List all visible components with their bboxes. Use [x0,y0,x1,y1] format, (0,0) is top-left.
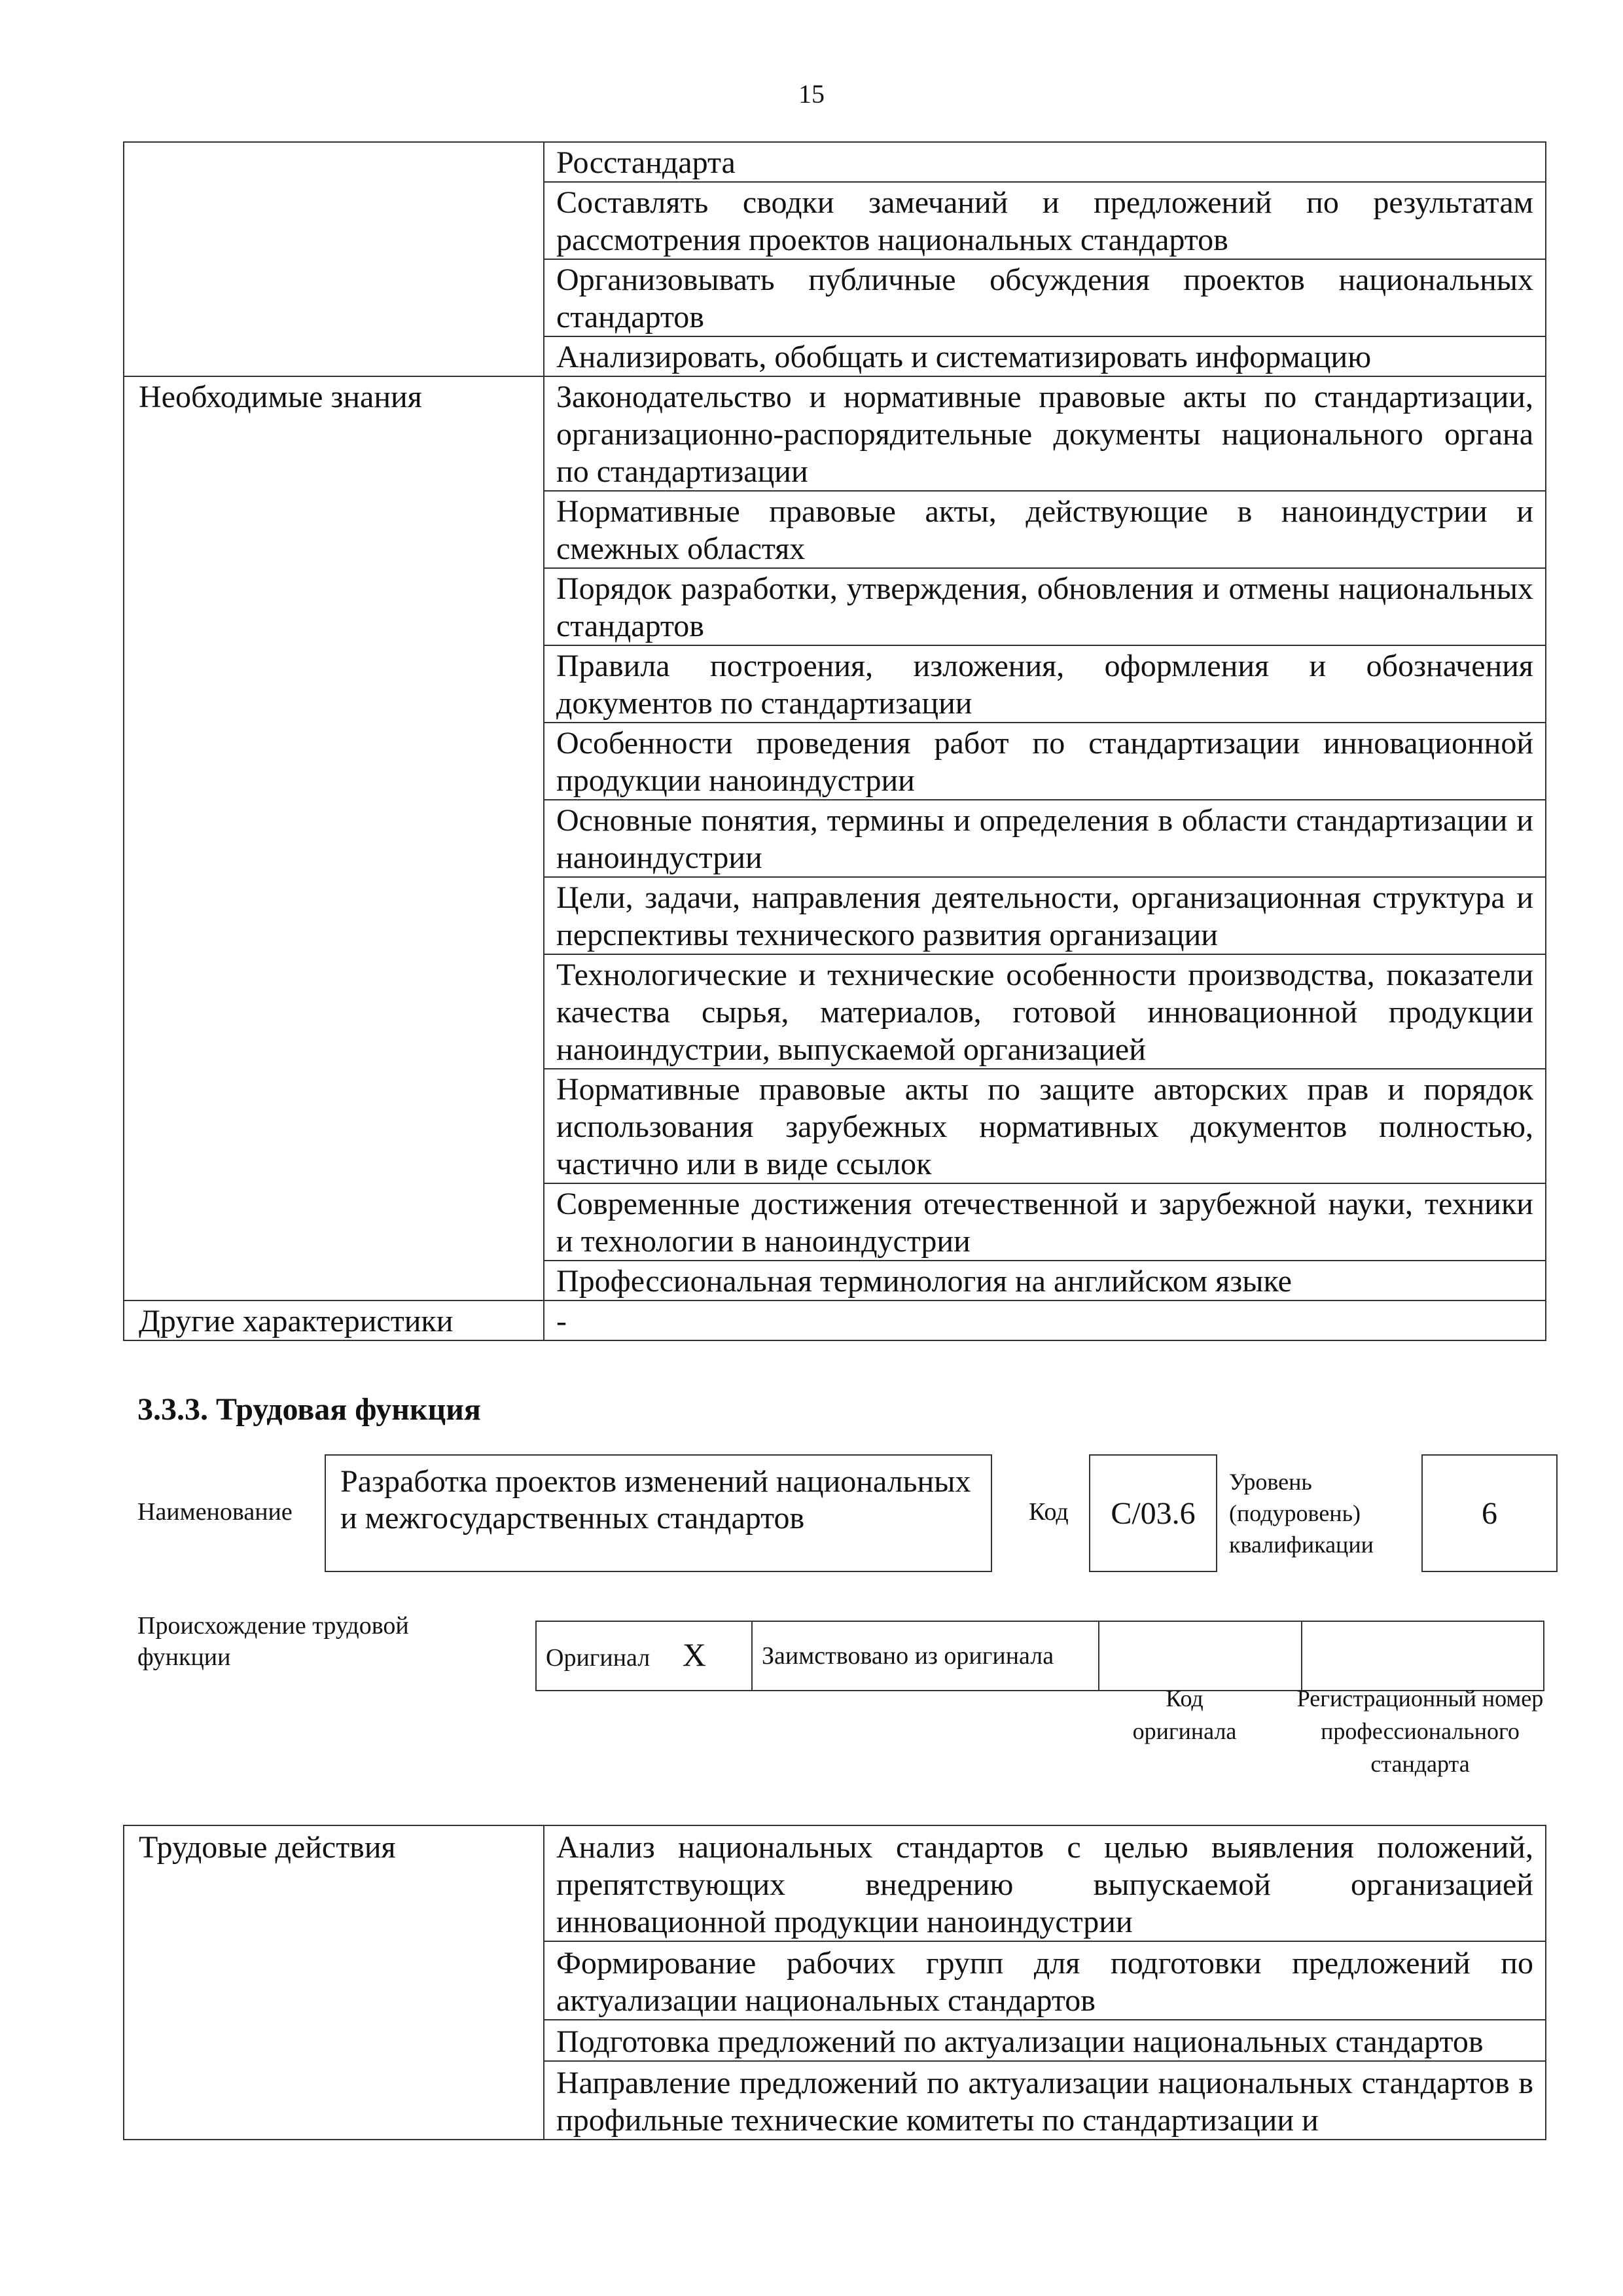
level-label-line: Уровень [1229,1469,1312,1495]
code-label: Код [1029,1498,1069,1526]
labor-actions-label: Трудовые действия [124,1825,544,2140]
section-title: 3.3.3. Трудовая функция [137,1392,481,1427]
table-cell: Порядок разработки, утверждения, обновления и отмены национальных стандартов [544,568,1546,645]
original-mark: X [682,1636,706,1673]
function-name-box [325,1454,992,1572]
function-name-label: Наименование [137,1498,293,1526]
table-cell: Нормативные правовые акты по защите авторских прав и порядок использования зарубежных нормативных документов полностью, частично или в виде ссылок [544,1069,1546,1183]
table-row [124,1825,1546,1941]
registration-number-cell [1302,1621,1544,1691]
page-number: 15 [798,79,825,109]
table-row [124,1300,1546,1340]
original-label: Оригинал [546,1643,651,1672]
table-cell: Составлять сводки замечаний и предложений по результатам рассмотрения проектов национальных стандартов [544,182,1546,259]
table-cell: Росстандарта [544,142,1546,182]
table-cell: Основные понятия, термины и определения в области стандартизации и наноиндустрии [544,800,1546,877]
table-cell: Формирование рабочих групп для подготовки предложений по актуализации национальных стандартов [544,1941,1546,2020]
skills-knowledge-table [123,141,1546,1341]
table-cell: Цели, задачи, направления деятельности, организационная структура и перспективы технического развития организации [544,877,1546,954]
table-cell: Современные достижения отечественной и зарубежной науки, техники и технологии в наноиндустрии [544,1183,1546,1261]
table-cell: Анализ национальных стандартов с целью выявления положений, препятствующих внедрению выпускаемой организацией инновационной продукции наноиндустрии [544,1825,1546,1941]
table-cell: Профессиональная терминология на английском языке [544,1261,1546,1300]
function-code-box [1089,1454,1217,1572]
original-code-cell [1099,1621,1302,1691]
table-cell: Анализировать, обобщать и систематизировать информацию [544,336,1546,376]
registration-number-caption: Регистрационный номер профессионального стандарта [1296,1685,1544,1777]
function-name: Разработка проектов изменений национальных и межгосударственных стандартов [340,1464,971,1535]
table-cell: Организовывать публичные обсуждения проектов национальных стандартов [544,259,1546,336]
table-cell: Законодательство и нормативные правовые акты по стандартизации, организационно-распорядительные документы национального органа по стандартизации [544,376,1546,491]
level-value: 6 [1482,1496,1497,1531]
table-cell: Направление предложений по актуализации национальных стандартов в профильные технические комитеты по стандартизации и [544,2061,1546,2140]
function-code: С/03.6 [1111,1496,1196,1531]
table-row [124,142,1546,182]
knowledge-label: Необходимые знания [124,376,544,1300]
labor-actions-table [123,1825,1546,2140]
level-box [1421,1454,1558,1572]
table-row [536,1621,1544,1691]
origin-table [535,1621,1544,1691]
borrowed-cell: Заимствовано из оригинала [752,1621,1099,1691]
table-cell: Подготовка предложений по актуализации национальных стандартов [544,2020,1546,2061]
table-cell: Нормативные правовые акты, действующие в наноиндустрии и смежных областях [544,491,1546,568]
table-cell: Технологические и технические особенности производства, показатели качества сырья, материалов, готовой инновационной продукции наноиндустрии, выпускаемой организацией [544,954,1546,1069]
level-label-line: квалификации [1229,1532,1374,1558]
table-cell: Правила построения, изложения, оформления и обозначения документов по стандартизации [544,645,1546,723]
table-row [124,376,1546,491]
other-characteristics-value: - [544,1300,1546,1340]
original-code-caption: Код оригинала [1132,1685,1237,1744]
original-cell [536,1621,752,1691]
table-cell: Особенности проведения работ по стандартизации инновационной продукции наноиндустрии [544,723,1546,800]
origin-label: Происхождение трудовой функции [137,1612,409,1671]
row-label-empty [124,142,544,376]
other-characteristics-label: Другие характеристики [124,1300,544,1340]
level-label-line: (подуровень) [1229,1500,1361,1526]
level-label [1229,1466,1374,1560]
